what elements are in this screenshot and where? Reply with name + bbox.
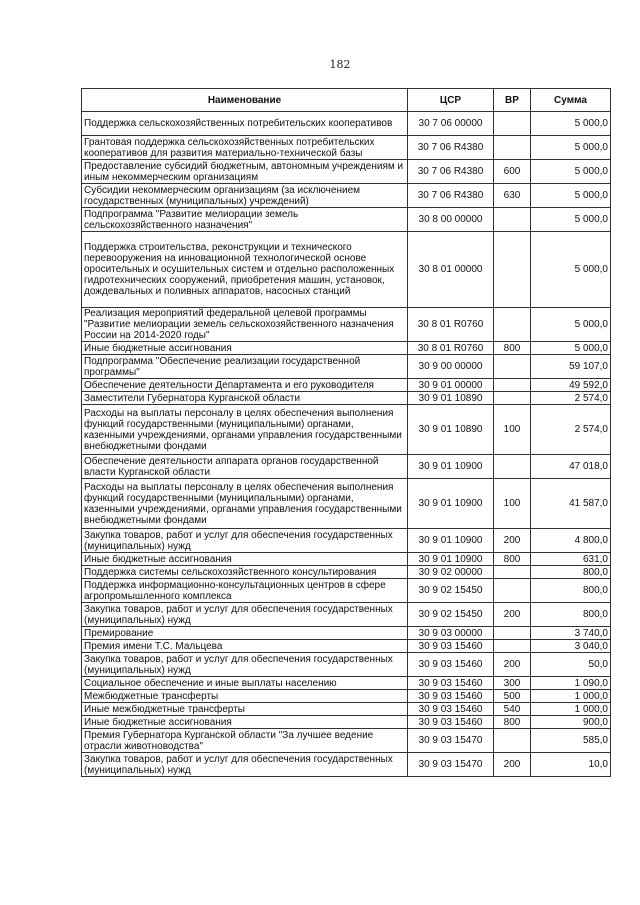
row-csr-cell: 30 9 00 00000 [408,355,494,379]
table-row [82,677,611,690]
row-csr-cell: 30 9 03 00000 [408,627,494,640]
row-csr-cell: 30 9 01 10900 [408,529,494,553]
row-vr-cell: 800 [494,553,531,566]
row-name-cell: Поддержка системы сельскохозяйственного консультирования [82,566,408,579]
row-name-cell: Поддержка сельскохозяйственных потребительских кооперативов [82,112,408,136]
row-sum-cell: 3 740,0 [531,627,611,640]
row-vr-cell: 200 [494,753,531,777]
page-number: 182 [329,58,351,71]
table-row [82,627,611,640]
row-csr-cell: 30 8 01 00000 [408,232,494,308]
table-row [82,455,611,479]
row-csr-cell: 30 8 01 R0760 [408,342,494,355]
row-sum-cell: 4 800,0 [531,529,611,553]
row-vr-cell: 630 [494,184,531,208]
table-row [82,640,611,653]
table-row [82,690,611,703]
row-vr-cell [494,136,531,160]
row-sum-cell: 5 000,0 [531,184,611,208]
row-vr-cell [494,566,531,579]
table-row [82,529,611,553]
table-row [82,232,611,308]
row-name-cell: Подпрограмма "Обеспечение реализации государственной программы" [82,355,408,379]
table-row [82,603,611,627]
row-name-cell: Субсидии некоммерческим организациям (за исключением государственных (муниципальных) учреждений) [82,184,408,208]
row-vr-cell: 100 [494,479,531,529]
row-csr-cell: 30 9 03 15460 [408,716,494,729]
row-vr-cell [494,379,531,392]
row-csr-cell: 30 9 01 10890 [408,392,494,405]
table-row [82,160,611,184]
row-sum-cell: 631,0 [531,553,611,566]
row-sum-cell: 5 000,0 [531,112,611,136]
row-sum-cell: 41 587,0 [531,479,611,529]
row-sum-cell: 900,0 [531,716,611,729]
row-vr-cell: 200 [494,529,531,553]
header-name: Наименование [82,89,408,112]
row-csr-cell: 30 8 00 00000 [408,208,494,232]
row-csr-cell: 30 9 03 15460 [408,703,494,716]
row-vr-cell: 800 [494,716,531,729]
header-csr: ЦСР [408,89,494,112]
table-row [82,355,611,379]
table-row [82,184,611,208]
row-csr-cell: 30 7 06 R4380 [408,160,494,184]
row-name-cell: Обеспечение деятельности аппарата органов государственной власти Курганской области [82,455,408,479]
row-name-cell: Расходы на выплаты персоналу в целях обеспечения выполнения функций государственными (муниципальными) органами, казенными учреждениями, органами управления государственными внебюджетными фондами [82,405,408,455]
row-csr-cell: 30 9 03 15460 [408,640,494,653]
row-sum-cell: 5 000,0 [531,308,611,342]
table-row [82,392,611,405]
row-csr-cell: 30 9 03 15460 [408,653,494,677]
table-row [82,208,611,232]
row-csr-cell: 30 9 02 15450 [408,579,494,603]
row-name-cell: Расходы на выплаты персоналу в целях обеспечения выполнения функций государственными (муниципальными) органами, казенными учреждениями, органами управления государственными внебюджетными фондами [82,479,408,529]
header-vr: ВР [494,89,531,112]
row-vr-cell [494,627,531,640]
row-name-cell: Иные межбюджетные трансферты [82,703,408,716]
table-row [82,753,611,777]
table-row [82,553,611,566]
row-vr-cell: 300 [494,677,531,690]
row-name-cell: Подпрограмма "Развитие мелиорации земель сельскохозяйственного назначения" [82,208,408,232]
row-csr-cell: 30 9 01 10890 [408,405,494,455]
row-sum-cell: 59 107,0 [531,355,611,379]
row-name-cell: Предоставление субсидий бюджетным, автономным учреждениям и иным некоммерческим организациям [82,160,408,184]
row-csr-cell: 30 9 03 15470 [408,729,494,753]
row-name-cell: Иные бюджетные ассигнования [82,553,408,566]
row-sum-cell: 800,0 [531,603,611,627]
row-name-cell: Поддержка строительства, реконструкции и технического перевооружения на инновационной технологической основе оросительных и осушительных систем и отдельно расположенных гидротехнических сооружений, приобретения машин, установок, дождевальных и поливных аппаратов, насосных станций [82,232,408,308]
row-csr-cell: 30 7 06 00000 [408,112,494,136]
row-csr-cell: 30 9 01 10900 [408,479,494,529]
row-vr-cell [494,455,531,479]
table-row [82,405,611,455]
row-name-cell: Грантовая поддержка сельскохозяйственных потребительских кооперативов для развития материально-технической базы [82,136,408,160]
row-sum-cell: 1 000,0 [531,703,611,716]
row-name-cell: Заместители Губернатора Курганской области [82,392,408,405]
row-sum-cell: 2 574,0 [531,392,611,405]
row-sum-cell: 2 574,0 [531,405,611,455]
table-row [82,716,611,729]
row-csr-cell: 30 9 03 15470 [408,753,494,777]
row-vr-cell: 100 [494,405,531,455]
row-sum-cell: 47 018,0 [531,455,611,479]
row-sum-cell: 1 000,0 [531,690,611,703]
row-sum-cell: 585,0 [531,729,611,753]
table-row [82,479,611,529]
row-csr-cell: 30 7 06 R4380 [408,136,494,160]
row-name-cell: Межбюджетные трансферты [82,690,408,703]
row-vr-cell [494,640,531,653]
row-vr-cell: 800 [494,342,531,355]
row-vr-cell: 540 [494,703,531,716]
row-name-cell: Премия имени Т.С. Мальцева [82,640,408,653]
row-sum-cell: 49 592,0 [531,379,611,392]
row-csr-cell: 30 9 02 00000 [408,566,494,579]
table-row [82,566,611,579]
row-csr-cell: 30 9 01 00000 [408,379,494,392]
row-csr-cell: 30 9 01 10900 [408,455,494,479]
table-row [82,703,611,716]
row-vr-cell [494,208,531,232]
row-vr-cell: 600 [494,160,531,184]
row-name-cell: Реализация мероприятий федеральной целевой программы "Развитие мелиорации земель сельскохозяйственного назначения России на 2014-2020 годы" [82,308,408,342]
row-vr-cell: 500 [494,690,531,703]
row-vr-cell: 200 [494,603,531,627]
table-row [82,729,611,753]
table-row [82,112,611,136]
row-vr-cell [494,355,531,379]
row-csr-cell: 30 9 03 15460 [408,690,494,703]
table-row [82,379,611,392]
table-row [82,579,611,603]
row-name-cell: Премия Губернатора Курганской области "За лучшее ведение отрасли животноводства" [82,729,408,753]
row-sum-cell: 5 000,0 [531,342,611,355]
row-sum-cell: 1 090,0 [531,677,611,690]
table-header-row [82,89,611,112]
row-sum-cell: 5 000,0 [531,136,611,160]
row-vr-cell [494,392,531,405]
row-csr-cell: 30 9 01 10900 [408,553,494,566]
row-name-cell: Социальное обеспечение и иные выплаты населению [82,677,408,690]
row-sum-cell: 5 000,0 [531,208,611,232]
row-name-cell: Премирование [82,627,408,640]
row-vr-cell [494,308,531,342]
row-vr-cell [494,232,531,308]
budget-table [81,88,611,777]
row-name-cell: Иные бюджетные ассигнования [82,716,408,729]
header-sum: Сумма [531,89,611,112]
row-sum-cell: 3 040,0 [531,640,611,653]
row-sum-cell: 50,0 [531,653,611,677]
row-sum-cell: 10,0 [531,753,611,777]
row-csr-cell: 30 7 06 R4380 [408,184,494,208]
table-row [82,653,611,677]
row-vr-cell [494,579,531,603]
row-vr-cell [494,112,531,136]
row-name-cell: Закупка товаров, работ и услуг для обеспечения государственных (муниципальных) нужд [82,753,408,777]
table-row [82,308,611,342]
row-sum-cell: 800,0 [531,566,611,579]
row-csr-cell: 30 8 01 R0760 [408,308,494,342]
row-csr-cell: 30 9 02 15450 [408,603,494,627]
row-name-cell: Обеспечение деятельности Департамента и его руководителя [82,379,408,392]
row-name-cell: Закупка товаров, работ и услуг для обеспечения государственных (муниципальных) нужд [82,529,408,553]
row-csr-cell: 30 9 03 15460 [408,677,494,690]
row-sum-cell: 5 000,0 [531,160,611,184]
table-row [82,136,611,160]
row-name-cell: Закупка товаров, работ и услуг для обеспечения государственных (муниципальных) нужд [82,603,408,627]
table-body [82,112,611,777]
table-row [82,342,611,355]
row-name-cell: Иные бюджетные ассигнования [82,342,408,355]
row-name-cell: Поддержка информационно-консультационных центров в сфере агропромышленного комплекса [82,579,408,603]
row-vr-cell [494,729,531,753]
row-vr-cell: 200 [494,653,531,677]
row-sum-cell: 800,0 [531,579,611,603]
row-sum-cell: 5 000,0 [531,232,611,308]
row-name-cell: Закупка товаров, работ и услуг для обеспечения государственных (муниципальных) нужд [82,653,408,677]
